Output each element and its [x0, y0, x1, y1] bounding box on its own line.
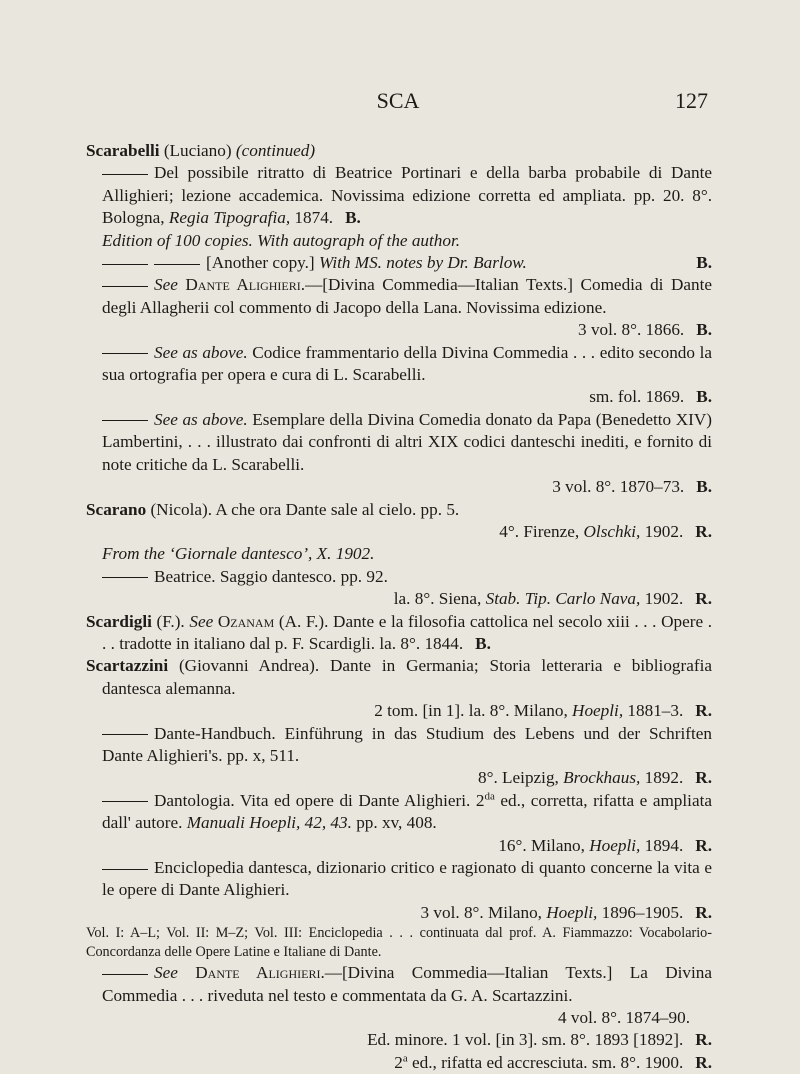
entry: Del possibile ritratto di Beatrice Portinari e della barba probabile di Dante Allighieri; lezione accademica. Novissima edizione corretta ed ampliata. pp. 20. 8°. Bologna, Regia Tipografia, 1874. B.	[102, 163, 712, 228]
entry: Enciclopedia dantesca, dizionario critico e ragionato di quanto concerne la vita e le opere di Dante Alighieri.	[102, 858, 712, 900]
entry-heading: Scarabelli (Luciano) (continued)	[86, 141, 316, 160]
entry-imprint: sm. fol. 1869. B.	[589, 387, 712, 407]
entry-heading: Scardigli (F.). See Ozanam (A. F.). Dante e la filosofia cattolica nel secolo xiii . . . Opere . . . tradotte in italiano dal p. F. Scardigli. la. 8°. 1844. B.	[86, 611, 712, 653]
section-title: SCA	[376, 88, 420, 113]
entry: Dantologia. Vita ed opere di Dante Alighieri. $2^{da}$ ed., corretta, rifatta e ampliata dall' autore. Manuali Hoepli, 42, 43. pp. xv, 408.	[102, 790, 712, 833]
entry-imprint: 4 vol. 8°. 1874–90.	[558, 1008, 690, 1028]
page-number: 127	[675, 88, 708, 113]
entry-note: From the ‘Giornale dantesco’, X. 1902.	[102, 544, 375, 564]
catalogue-body	[86, 140, 712, 1074]
entry-imprint: 8°. Leipzig, Brockhaus, 1892. R.	[477, 768, 712, 788]
ditto-rule	[102, 264, 148, 265]
running-header	[88, 88, 708, 116]
entry: See as above. Codice frammentario della Divina Commedia . . . edito secondo la sua ortografia per opera e cura di L. Scarabelli.	[102, 342, 712, 385]
ditto-rule	[102, 869, 148, 870]
entry-note: Vol. I: A–L; Vol. II: M–Z; Vol. III: Enciclopedia . . . continuata dal prof. A. Fiammazzo: Vocabolario-Concordanza delle Opere Latine e Italiane di Dante.	[86, 925, 712, 961]
entry: See Dante Alighieri.—[Divina Commedia—Italian Texts.] La Divina Commedia . . . riveduta nel testo e commentata da G. A. Scartazzini.	[102, 963, 712, 1005]
ditto-rule	[102, 286, 148, 287]
entry-note: Edition of 100 copies. With autograph of the author.	[102, 230, 461, 250]
entry-heading: Scartazzini (Giovanni Andrea). Dante in Germania; Storia letteraria e bibliografia dantesca alemanna.	[86, 656, 712, 698]
entry-imprint: 2 tom. [in 1]. la. 8°. Milano, Hoepli, 1881–3. R.	[374, 701, 712, 721]
entry: [Another copy.] With MS. notes by Dr. Barlow. B.	[86, 252, 712, 274]
entry-imprint: 2$^a$ ed., rifatta ed accresciuta. sm. 8°. 1900. R.	[394, 1052, 712, 1072]
entry-imprint: 3 vol. 8°. Milano, Hoepli, 1896–1905. R.	[420, 902, 712, 922]
entry: Dante-Handbuch. Einführung in das Studium des Lebens und der Schriften Dante Alighieri's. pp. x, 511.	[102, 723, 712, 765]
entry: See as above. Esemplare della Divina Comedia donato da Papa (Benedetto XIV) Lambertini, . . . illustrato dai confronti di altri XIX codici danteschi inediti, e fornito di note critiche da L. Scarabelli.	[102, 409, 712, 474]
ditto-rule	[102, 974, 148, 975]
ditto-rule	[102, 577, 148, 578]
ditto-rule	[102, 353, 148, 354]
entry-heading: Scarano (Nicola). A che ora Dante sale al cielo. pp. 5.	[86, 499, 460, 519]
entry-imprint: 16°. Milano, Hoepli, 1894. R.	[498, 835, 712, 855]
entry: Beatrice. Saggio dantesco. pp. 92.	[86, 566, 712, 588]
ditto-rule	[154, 264, 200, 265]
ditto-rule	[102, 420, 148, 421]
entry: See Dante Alighieri.—[Divina Commedia—Italian Texts.] Comedia di Dante degli Allagherii col commento di Jacopo della Lana. Novissima edizione.	[102, 275, 713, 317]
ditto-rule	[102, 734, 148, 735]
entry-imprint: Ed. minore. 1 vol. [in 3]. sm. 8°. 1893 [1892]. R.	[367, 1030, 712, 1050]
entry-imprint: 3 vol. 8°. 1866. B.	[578, 320, 712, 340]
entry-imprint: la. 8°. Siena, Stab. Tip. Carlo Nava, 1902. R.	[393, 589, 712, 609]
entry-imprint: 3 vol. 8°. 1870–73. B.	[552, 477, 712, 497]
ditto-rule	[102, 801, 148, 802]
entry-imprint: 4°. Firenze, Olschki, 1902. R.	[499, 521, 712, 541]
ditto-rule	[102, 174, 148, 175]
